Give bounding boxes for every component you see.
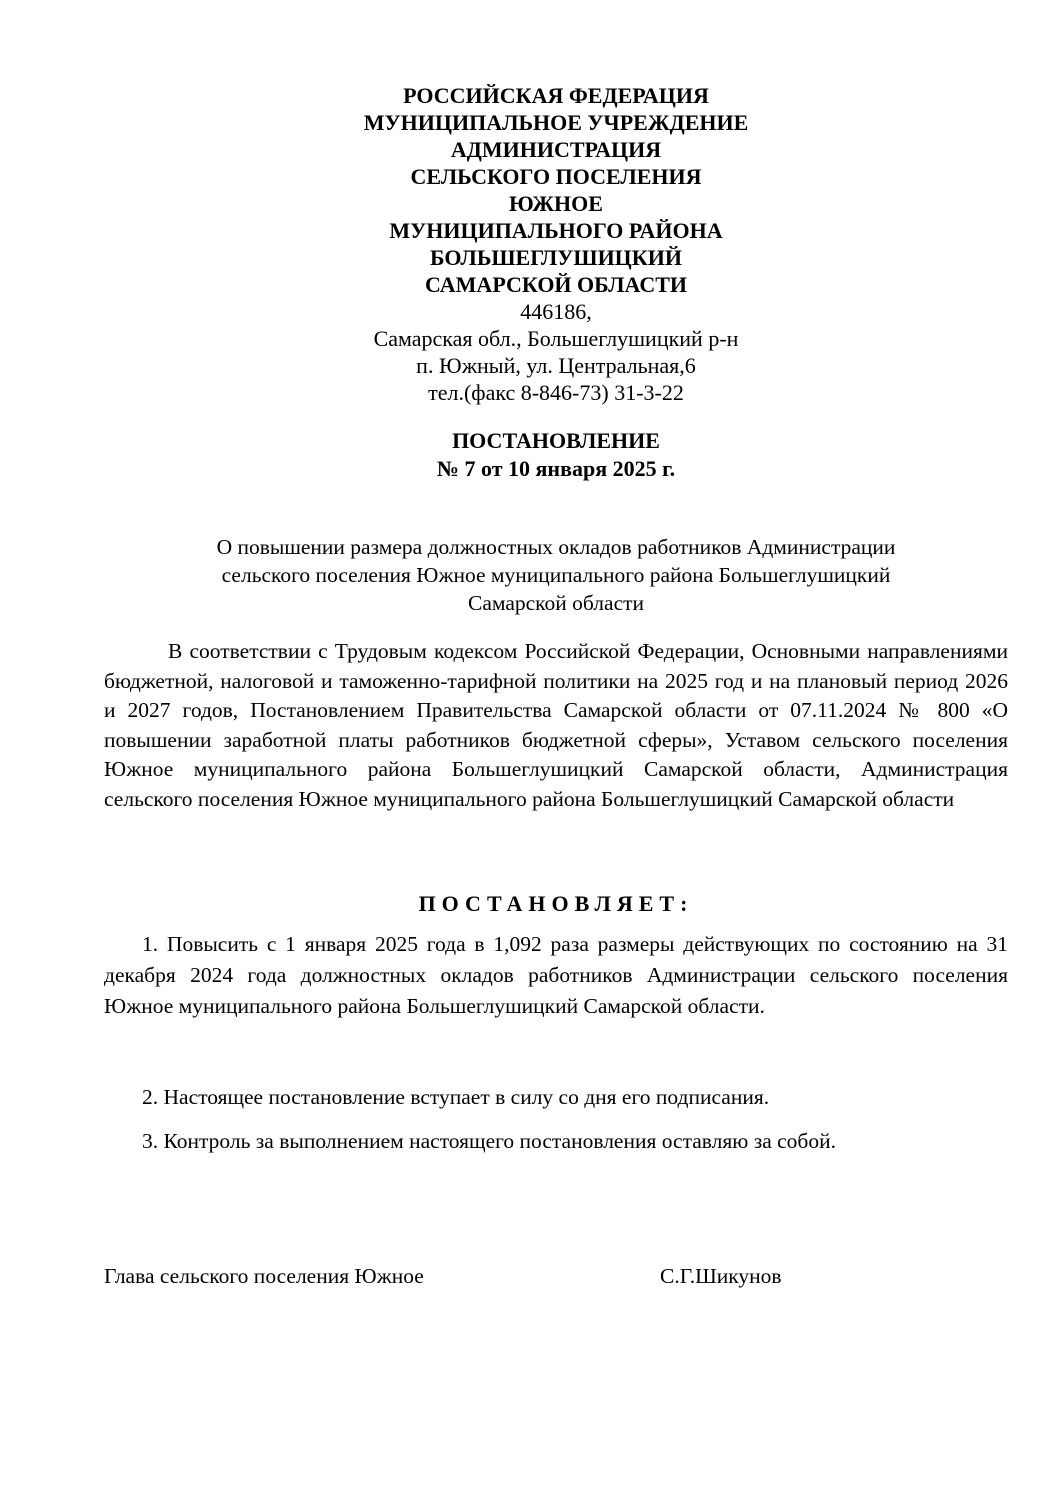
- letterhead-line-administration: АДМИНИСТРАЦИЯ: [450, 137, 662, 162]
- decree-item-1: 1. Повысить с 1 января 2025 года в 1,092 раза размеры действующих по состоянию на 31 декабря 2024 года должностных окладов работников Администрации сельского поселения Южное муниципального района Большеглушицкий Самарской области.: [104, 932, 1008, 1018]
- letterhead-line-settlement: СЕЛЬСКОГО ПОСЕЛЕНИЯ: [410, 164, 702, 189]
- document-type: ПОСТАНОВЛЕНИЕ: [452, 428, 660, 453]
- signatory-name: С.Г.Шикунов: [660, 1264, 782, 1288]
- letterhead-line-district: МУНИЦИПАЛЬНОГО РАЙОНА: [389, 218, 723, 243]
- document-number-date: № 7 от 10 января 2025 г.: [436, 456, 676, 481]
- document-subject: [104, 533, 1008, 617]
- letterhead: [104, 82, 1008, 406]
- address-postcode: 446186,: [520, 299, 592, 324]
- address-region: Самарская обл., Большеглушицкий р-н: [373, 326, 739, 351]
- preamble-paragraph: В соответствии с Трудовым кодексом Российской Федерации, Основными направлениями бюджетной, налоговой и таможенно-тарифной политики на 2025 год и на плановый период 2026 и 2027 годов, Постановлением Правительства Самарской области от 07.11.2024 № 800 «О повышении заработной платы работников бюджетной сферы», Уставом сельского поселения Южное муниципального района Большеглушицкий Самарской области, Администрация сельского поселения Южное муниципального района Большеглушицкий Самарской области: [104, 639, 1008, 811]
- signatory-position: Глава сельского поселения Южное: [104, 1264, 424, 1288]
- subject-line: Самарской области: [467, 591, 645, 615]
- letterhead-line-district-name: БОЛЬШЕГЛУШИЦКИЙ: [430, 245, 682, 270]
- document-title-block: [104, 427, 1008, 483]
- address-phone: тел.(факс 8-846-73) 31-3-22: [428, 380, 684, 405]
- decree-heading: ПОСТАНОВЛЯЕТ:: [418, 891, 694, 916]
- address-street: п. Южный, ул. Центральная,6: [416, 353, 696, 378]
- subject-line: О повышении размера должностных окладов работников Администрации: [216, 535, 896, 559]
- letterhead-line-settlement-name: ЮЖНОЕ: [509, 191, 603, 216]
- letterhead-line-institution: МУНИЦИПАЛЬНОЕ УЧРЕЖДЕНИЕ: [363, 110, 749, 135]
- decree-item-3: 3. Контроль за выполнением настоящего постановления оставляю за собой.: [142, 1129, 836, 1153]
- letterhead-line-region: САМАРСКОЙ ОБЛАСТИ: [424, 272, 688, 297]
- decree-item-2: 2. Настоящее постановление вступает в силу со дня его подписания.: [142, 1085, 770, 1109]
- subject-line: сельского поселения Южное муниципального района Большеглушицкий: [221, 563, 891, 587]
- letterhead-line-country: РОССИЙСКАЯ ФЕДЕРАЦИЯ: [403, 83, 709, 108]
